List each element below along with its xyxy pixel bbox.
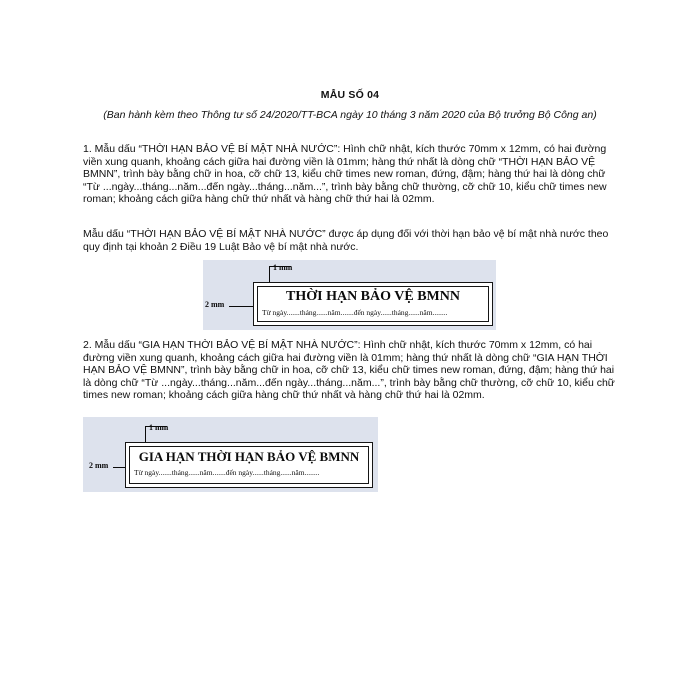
stamp-outer-border [253, 282, 493, 326]
paragraph-3: 2. Mẫu dấu “GIA HẠN THỜI BẢO VỆ BÍ MẬT NHÀ NƯỚC”: Hình chữ nhật, kích thước 70mm x 12mm, có hai đường viền xung quanh, khoảng cách giữa hai đường viền là 01mm; hàng thứ nhất là dòng chữ “GIA HẠN THỜI HẠN BẢO VỆ BMNN”, trình bày bằng chữ in hoa, cỡ chữ 13, kiểu chữ times new roman, đứng, đậm; hàng thứ hai là dòng chữ “Từ ...ngày...tháng...năm...đến ngày...tháng...năm...”, trình bày bằng chữ thường, cỡ chữ 10, kiểu chữ times new roman; khoảng cách giữa hàng chữ thứ nhất và hàng chữ thứ hai là 02mm. [83, 339, 615, 402]
dimension-left-label: 2 mm [89, 461, 109, 470]
stamp-figure-2 [83, 417, 378, 492]
paragraph-2: Mẫu dấu “THỜI HẠN BẢO VỆ BÍ MẬT NHÀ NƯỚC” được áp dụng đối với thời hạn bảo vệ bí mật nhà nước theo quy định tại khoản 2 Điều 19 Luật Bảo vệ bí mật nhà nước. [83, 228, 609, 253]
dimension-left-label: 2 mm [205, 300, 225, 309]
document-title: MẪU SỐ 04 [320, 89, 380, 101]
stamp-figure-1 [203, 260, 496, 330]
dimension-top-label: 1 mm [149, 423, 169, 432]
stamp-outer-border [125, 442, 373, 488]
dimension-top-label: 1 mm [273, 263, 293, 272]
stamp-inner-border [129, 446, 369, 484]
document-subtitle: (Ban hành kèm theo Thông tư số 24/2020/TT-BCA ngày 10 tháng 3 năm 2020 của Bộ trưởng Bộ Công an) [103, 109, 597, 121]
stamp-line-2: Từ ngày.......tháng......năm.......đến ngày......tháng......năm........ [262, 308, 448, 317]
stamp-line-2: Từ ngày.......tháng......năm.......đến ngày......tháng......năm........ [134, 468, 320, 477]
stamp-line-1: GIA HẠN THỜI HẠN BẢO VỆ BMNN [138, 449, 360, 464]
paragraph-1: 1. Mẫu dấu “THỜI HẠN BẢO VỆ BÍ MẬT NHÀ NƯỚC”: Hình chữ nhật, kích thước 70mm x 12mm, có hai đường viền xung quanh, khoảng cách giữa hai đường viền là 01mm; hàng thứ nhất là dòng chữ “THỜI HẠN BẢO VỆ BMNN”, trình bày bằng chữ in hoa, cỡ chữ 13, kiểu chữ times new roman, đứng, đậm; hàng thứ hai là dòng chữ “Từ ...ngày...tháng...năm...đến ngày...tháng...năm...”, trình bày bằng chữ thường, cỡ chữ 10, kiểu chữ times new roman; khoảng cách giữa hàng chữ thứ nhất và hàng chữ thứ hai là 02mm. [83, 143, 607, 206]
dimension-line [145, 426, 167, 427]
stamp-line-1: THỜI HẠN BẢO VỆ BMNN [286, 289, 460, 304]
dimension-line [269, 266, 291, 267]
dimension-line [229, 306, 255, 307]
stamp-inner-border [257, 286, 489, 322]
